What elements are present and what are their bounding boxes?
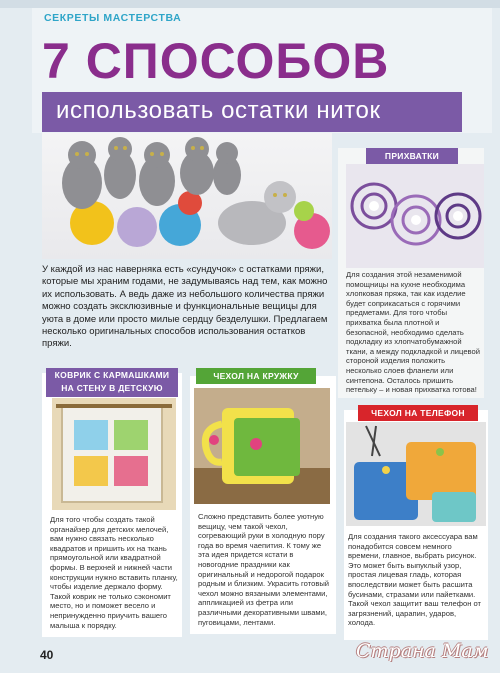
organizer-tag-line2: НА СТЕНУ В ДЕТСКУЮ: [61, 383, 163, 393]
phone-tag: ЧЕХОЛ НА ТЕЛЕФОН: [358, 405, 478, 421]
intro-paragraph: У каждой из нас наверняка есть «сундучок» с остатками пряжи, которые мы храним годами, не задумываясь над тем, как можно их использовать. А ведь даже из небольшого количества пряжи можно создать эксклюзивные и функциональные вещицы для уюта в доме или просто милые сердцу безделушки. Предлагаем несколько оригинальных способов использования остатков пряжи.: [42, 264, 328, 350]
lilac-yarn-ball: [117, 207, 157, 247]
section-label: СЕКРЕТЫ МАСТЕРСТВА: [44, 12, 182, 24]
organizer-text: Для того чтобы создать такой органайзер для детских мелочей, вам нужно связать несколько квадратов и пришить их на ткань прямоугольной или квадратной формы. В верхней и нижней части конструкции нужно вставить планку, чтобы изделие держало форму. Такой коврик не только сэкономит место, но и поможет весело и непринужденно приучить вашего малыша к порядку.: [50, 515, 178, 630]
kittens-illustration: [42, 133, 332, 259]
organizer-tag: [46, 368, 178, 397]
potholders-tag: ПРИХВАТКИ: [366, 148, 458, 164]
pocket-organizer-photo: [52, 398, 176, 510]
page-title: 7 СПОСОБОВ: [42, 33, 390, 89]
green-cozy: [234, 418, 300, 476]
page-subtitle: использовать остатки ниток: [56, 97, 381, 124]
phone-text: Для создания такого аксессуара вам понадобится совсем немного времени, главное, выбрать рисунок. Это может быть выпуклый узор, простая лицевая гладь, которая впоследствии может быть расшита бусинами, стразами или пайетками. Такой чехол защитит ваш телефон от загрязнений, царапин, ударов, холода.: [348, 532, 482, 628]
kittens-group: [62, 137, 241, 209]
site-watermark: Страна Мам: [356, 640, 489, 662]
top-strip: [0, 0, 500, 8]
phone-case-photo: [346, 422, 486, 526]
mug-tag: ЧЕХОЛ НА КРУЖКУ: [196, 368, 316, 384]
green-yarn-ball: [294, 201, 314, 221]
potholders-photo: [346, 164, 484, 268]
page-number: 40: [40, 648, 54, 662]
potholders-text: Для создания этой незаменимой помощницы на кухне необходима хлопковая пряжа, так как изделие будет соприкасаться с горячими предметами. Для того чтобы прихватка была плотной и безопасной, необходимо сделать подкладку из хлопчатобумажной ткани, а между подкладкой и лицевой стороной изделия положить несколько слоев фланели или синтепона. Осталось пришить петельку – и новая прихватка готова!: [346, 270, 480, 395]
mug-cozy-photo: [194, 388, 330, 504]
kittens-yarn-photo: [42, 133, 332, 259]
mug-text: Сложно представить более уютную вещицу, чем такой чехол, согревающий руки в холодную пору года во время чаепития. К тому же эта идея придется кстати в новогодние праздники как оригинальный и недорогой подарок родным и близким. Украсить готовый чехол можно вязаными элементами, аппликацией из фетра или различными декоративными швами, пуговицами, лентами.: [198, 512, 330, 627]
pink-button: [250, 438, 262, 450]
organizer-tag-line1: КОВРИК С КАРМАШКАМИ: [54, 370, 170, 380]
